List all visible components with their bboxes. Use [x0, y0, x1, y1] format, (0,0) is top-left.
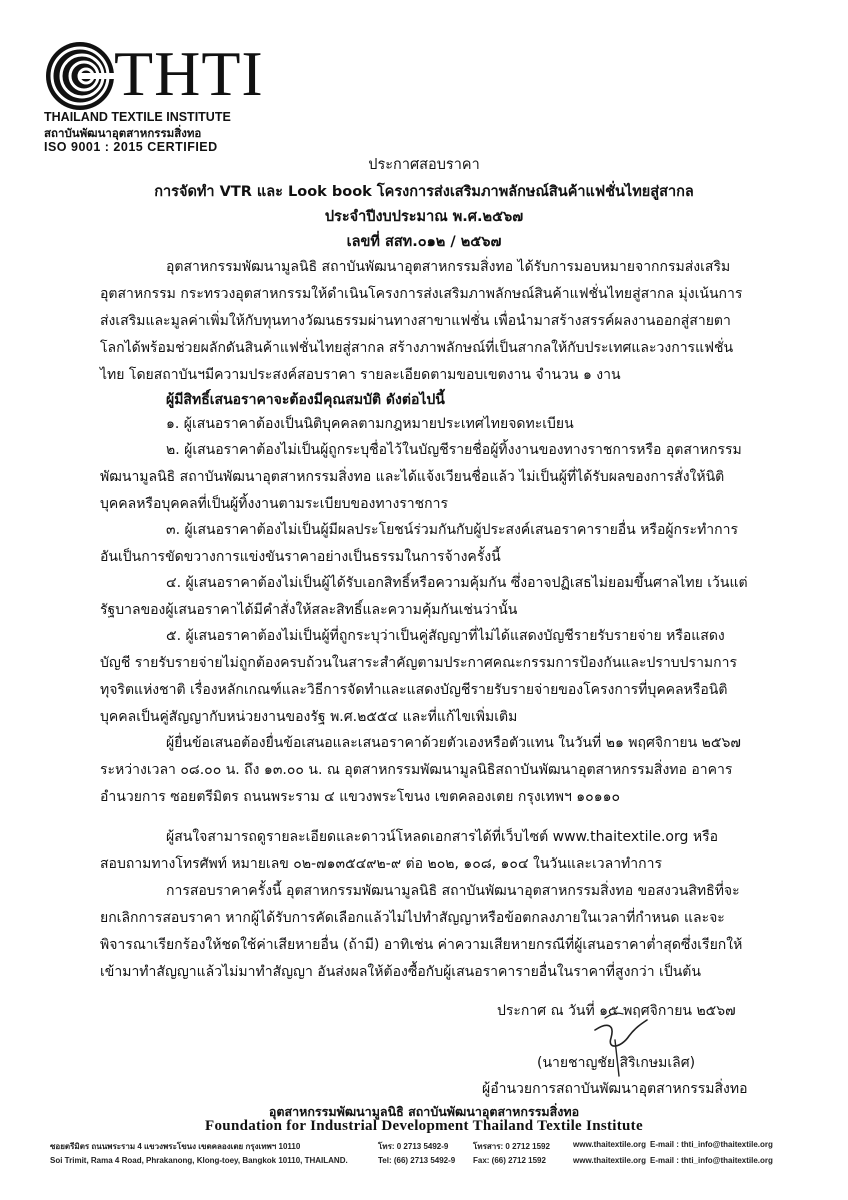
intro-line: ส่งเสริมและมูลค่าเพิ่มให้กับทุนทางวัฒนธรรมผ่านทางสาขาแฟชั่น เพื่อนำมาสร้างสรรค์ผลงานออกสู่สายตา: [100, 313, 731, 329]
qualification-item-5-cont: บุคคลเป็นคู่สัญญากับหน่วยงานของรัฐ พ.ศ.๒๕๕๔ และที่แก้ไขเพิ่มเติม: [100, 709, 518, 725]
reservation-line: พิจารณาเรียกร้องให้ชดใช้ค่าเสียหายอื่น (ถ้ามี) อาทิเช่น ค่าความเสียหายกรณีที่ผู้เสนอราคาต่ำสุดซึ่งเรียกให้: [100, 937, 743, 953]
qualification-item-1: ๑. ผู้เสนอราคาต้องเป็นนิติบุคคลตามกฎหมายประเทศไทยจดทะเบียน: [166, 416, 574, 432]
contact-line: สอบถามทางโทรศัพท์ หมายเลข ๐๒-๗๑๓๕๔๙๒-๙ ต่อ ๒๐๒, ๑๐๘, ๑๐๔ ในวันและเวลาทำการ: [100, 856, 662, 872]
qualifications-heading: ผู้มีสิทธิ์เสนอราคาจะต้องมีคุณสมบัติ ดังต่อไปนี้: [166, 392, 445, 408]
footer-org-th: อุตสาหกรรมพัฒนามูลนิธิ สถาบันพัฒนาอุตสาหกรรมสิ่งทอ: [268, 1104, 580, 1119]
spiral-logo-icon: [44, 40, 116, 112]
fiscal-year: ประจำปีงบประมาณ พ.ศ.๒๕๖๗: [324, 209, 524, 225]
institute-logo: [44, 38, 264, 158]
iso-certification: ISO 9001 : 2015 CERTIFIED: [44, 140, 218, 154]
qualification-item-5: ๕. ผู้เสนอราคาต้องไม่เป็นผู้ที่ถูกระบุว่าเป็นคู่สัญญาที่ไม่ได้แสดงบัญชีรายรับรายจ่าย หรือแสดง: [166, 628, 725, 644]
submission-line: อำนวยการ ซอยตรีมิตร ถนนพระราม ๔ แขวงพระโขนง เขตคลองเตย กรุงเทพฯ ๑๐๑๑๐: [100, 789, 621, 805]
logo-org-name-en: THAILAND TEXTILE INSTITUTE: [44, 110, 231, 124]
qualification-item-5-cont: บัญชี รายรับรายจ่ายไม่ถูกต้องครบถ้วนในสาระสำคัญตามประกาศคณะกรรมการป้องกันและปราบปรามการ: [100, 655, 738, 671]
announcement-date: ประกาศ ณ วันที่ ๑๕ พฤศจิกายน ๒๕๖๗: [497, 1003, 736, 1019]
footer-org-en: Foundation for Industrial Development Thailand Textile Institute: [205, 1118, 643, 1134]
logo-wordmark: THTI: [114, 38, 264, 109]
reservation-line: เข้ามาทำสัญญาแล้วไม่มาทำสัญญา อันส่งผลให้ต้องซื้อกับผู้เสนอราคารายอื่นในราคาที่สูงกว่า เป็นต้น: [100, 964, 701, 980]
announcement-subtitle: การจัดทำ VTR และ Look book โครงการส่งเสริมภาพลักษณ์สินค้าแฟชั่นไทยสู่สากล: [154, 184, 694, 200]
intro-line: อุตสาหกรรมพัฒนามูลนิธิ สถาบันพัฒนาอุตสาหกรรมสิ่งทอ ได้รับการมอบหมายจากกรมส่งเสริม: [166, 259, 731, 275]
footer-fax-en: Fax: (66) 2712 1592: [473, 1156, 546, 1165]
footer-tel-en: Tel: (66) 2713 5492-9: [378, 1156, 456, 1165]
logo-org-name-th: สถาบันพัฒนาอุตสาหกรรมสิ่งทอ: [44, 126, 202, 140]
reservation-line: การสอบราคาครั้งนี้ อุตสาหกรรมพัฒนามูลนิธิ สถาบันพัฒนาอุตสาหกรรมสิ่งทอ ขอสงวนสิทธิที่จะ: [166, 883, 740, 899]
footer-address-th: ซอยตรีมิตร ถนนพระราม 4 แขวงพระโขนง เขตคลองเตย กรุงเทพฯ 10110: [50, 1142, 301, 1151]
qualification-item-2-cont: พัฒนามูลนิธิ สถาบันพัฒนาอุตสาหกรรมสิ่งทอ และได้แจ้งเวียนชื่อแล้ว ไม่เป็นผู้ที่ได้รับผลของการสั่งให้นิติ: [100, 469, 725, 485]
submission-line: ผู้ยื่นข้อเสนอต้องยื่นข้อเสนอและเสนอราคาด้วยตัวเองหรือตัวแทน ในวันที่ ๒๑ พฤศจิกายน ๒๕๖๗: [166, 735, 741, 751]
footer-web-th: www.thaitextile.org: [573, 1140, 647, 1149]
footer-address-en: Soi Trimit, Rama 4 Road, Phrakanong, Klong-toey, Bangkok 10110, THAILAND.: [50, 1156, 348, 1165]
qualification-item-2-cont: บุคคลหรือบุคคลที่เป็นผู้ทิ้งงานตามระเบียบของทางราชการ: [100, 496, 449, 512]
intro-line: อุตสาหกรรม กระทรวงอุตสาหกรรมให้ดำเนินโครงการส่งเสริมภาพลักษณ์สินค้าแฟชั่นไทยสู่สากล มุ่งเน้นการ: [100, 286, 743, 302]
qualification-item-3: ๓. ผู้เสนอราคาต้องไม่เป็นผู้มีผลประโยชน์ร่วมกันกับผู้ประสงค์เสนอราคารายอื่น หรือผู้กระทำการ: [166, 522, 739, 538]
qualification-item-2: ๒. ผู้เสนอราคาต้องไม่เป็นผู้ถูกระบุชื่อไว้ในบัญชีรายชื่อผู้ทิ้งงานของทางราชการหรือ อุตสาหกรรม: [166, 442, 742, 458]
intro-line: โลกได้พร้อมช่วยผลักดันสินค้าแฟชั่นไทยสู่สากล สร้างภาพลักษณ์ที่เป็นสากลให้กับประเทศและวงการแฟชั่น: [100, 340, 734, 356]
qualification-item-4-cont: รัฐบาลของผู้เสนอราคาได้มีคำสั่งให้สละสิทธิ์และความคุ้มกันเช่นว่านั้น: [100, 602, 518, 618]
footer-email-en: E-mail : thti_info@thaitextile.org: [650, 1156, 773, 1165]
reservation-line: ยกเลิกการสอบราคา หากผู้ได้รับการคัดเลือกแล้วไม่ไปทำสัญญาหรือข้อตกลงภายในเวลาที่กำหนด และจะ: [100, 910, 725, 926]
intro-line: ไทย โดยสถาบันฯมีความประสงค์สอบราคา รายละเอียดตามขอบเขตงาน จำนวน ๑ งาน: [100, 367, 621, 383]
submission-line: ระหว่างเวลา ๐๘.๐๐ น. ถึง ๑๓.๐๐ น. ณ อุตสาหกรรมพัฒนามูลนิธิสถาบันพัฒนาอุตสาหกรรมสิ่งทอ อาคาร: [100, 762, 733, 778]
qualification-item-3-cont: อันเป็นการขัดขวางการแข่งขันราคาอย่างเป็นธรรมในการจ้างครั้งนี้: [100, 549, 501, 565]
qualification-item-4: ๔. ผู้เสนอราคาต้องไม่เป็นผู้ได้รับเอกสิทธิ์หรือความคุ้มกัน ซึ่งอาจปฏิเสธไม่ยอมขึ้นศาลไทย เว้นแต่: [166, 575, 748, 591]
announcement-number: เลขที่ สสท.๐๑๒ / ๒๕๖๗: [346, 234, 502, 250]
footer-email-th: E-mail : thti_info@thaitextile.org: [650, 1140, 773, 1149]
footer-web-en: www.thaitextile.org: [573, 1156, 647, 1165]
footer-fax-th: โทรสาร: 0 2712 1592: [473, 1142, 550, 1151]
footer-tel-th: โทร: 0 2713 5492-9: [378, 1142, 449, 1151]
contact-line: ผู้สนใจสามารถดูรายละเอียดและดาวน์โหลดเอกสารได้ที่เว็บไซต์ www.thaitextile.org หรือ: [166, 829, 719, 845]
signatory-position: ผู้อำนวยการสถาบันพัฒนาอุตสาหกรรมสิ่งทอ: [482, 1081, 748, 1097]
announcement-title: ประกาศสอบราคา: [368, 157, 480, 173]
qualification-item-5-cont: ทุจริตแห่งชาติ เรื่องหลักเกณฑ์และวิธีการจัดทำและแสดงบัญชีรายรับรายจ่ายของโครงการที่บุคคลหรือนิติ: [100, 682, 728, 698]
signatory-name: (นายชาญชัย สิริเกษมเลิศ): [537, 1055, 696, 1071]
